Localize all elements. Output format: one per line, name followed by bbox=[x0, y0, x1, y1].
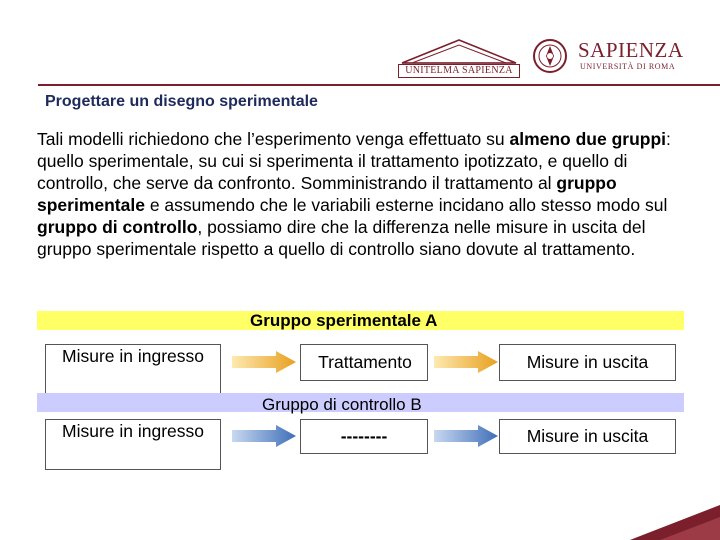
group-a-arrow-1-icon bbox=[232, 351, 296, 373]
group-b-output-label: Misure in uscita bbox=[526, 426, 649, 446]
title-divider bbox=[38, 84, 720, 86]
sapienza-name: SAPIENZA bbox=[578, 38, 684, 62]
sapienza-seal-icon bbox=[532, 36, 568, 76]
body-text-3: e assumendo che le variabili esterne incidano allo stesso modo sul bbox=[144, 195, 668, 215]
group-b-band bbox=[37, 393, 684, 412]
body-text-2: : quello sperimentale, su cui si sperimenta il trattamento ipotizzato, e quello di controllo, che serve da confronto. Somministrando il trattamento al bbox=[37, 129, 671, 193]
body-text-1: Tali modelli richiedono che l’esperimento venga effettuato su bbox=[37, 129, 510, 149]
group-b-output-box bbox=[499, 419, 676, 454]
group-a-input-label: Misure in ingresso bbox=[62, 346, 204, 366]
group-a-band bbox=[37, 311, 684, 330]
group-b-treatment-label: -------- bbox=[340, 426, 388, 446]
unitelma-logo-text: UNITELMA SAPIENZA bbox=[398, 64, 520, 78]
sapienza-subtitle: UNIVERSITÀ DI ROMA bbox=[580, 62, 676, 71]
group-b-input-box bbox=[45, 419, 221, 470]
corner-decoration bbox=[560, 505, 720, 540]
body-bold-3: gruppo di controllo bbox=[37, 217, 198, 237]
group-a-output-box bbox=[499, 344, 676, 381]
group-a-treatment-label: Trattamento bbox=[318, 352, 412, 372]
group-a-input-box bbox=[45, 344, 221, 395]
body-bold-1: almeno due gruppi bbox=[509, 129, 667, 149]
group-b-arrow-1-icon bbox=[232, 425, 296, 447]
body-bold-2: gruppo sperimentale bbox=[37, 173, 617, 215]
group-a-arrow-2-icon bbox=[434, 351, 498, 373]
group-a-label: Gruppo sperimentale A bbox=[250, 311, 438, 330]
group-b-treatment-box bbox=[300, 419, 428, 454]
unitelma-logo bbox=[398, 36, 520, 80]
group-b-input-label: Misure in ingresso bbox=[62, 421, 204, 441]
group-b-arrow-2-icon bbox=[434, 425, 498, 447]
temple-icon bbox=[398, 36, 520, 66]
group-a-treatment-box bbox=[300, 344, 428, 381]
group-b-label: Gruppo di controllo B bbox=[262, 395, 422, 414]
group-a-output-label: Misure in uscita bbox=[526, 352, 649, 372]
body-paragraph bbox=[37, 128, 677, 260]
page-title: Progettare un disegno sperimentale bbox=[45, 93, 318, 110]
body-text-4: , possiamo dire che la differenza nelle misure in uscita del gruppo sperimentale rispetto a quello di controllo siano dovute al trattamento. bbox=[37, 217, 646, 259]
